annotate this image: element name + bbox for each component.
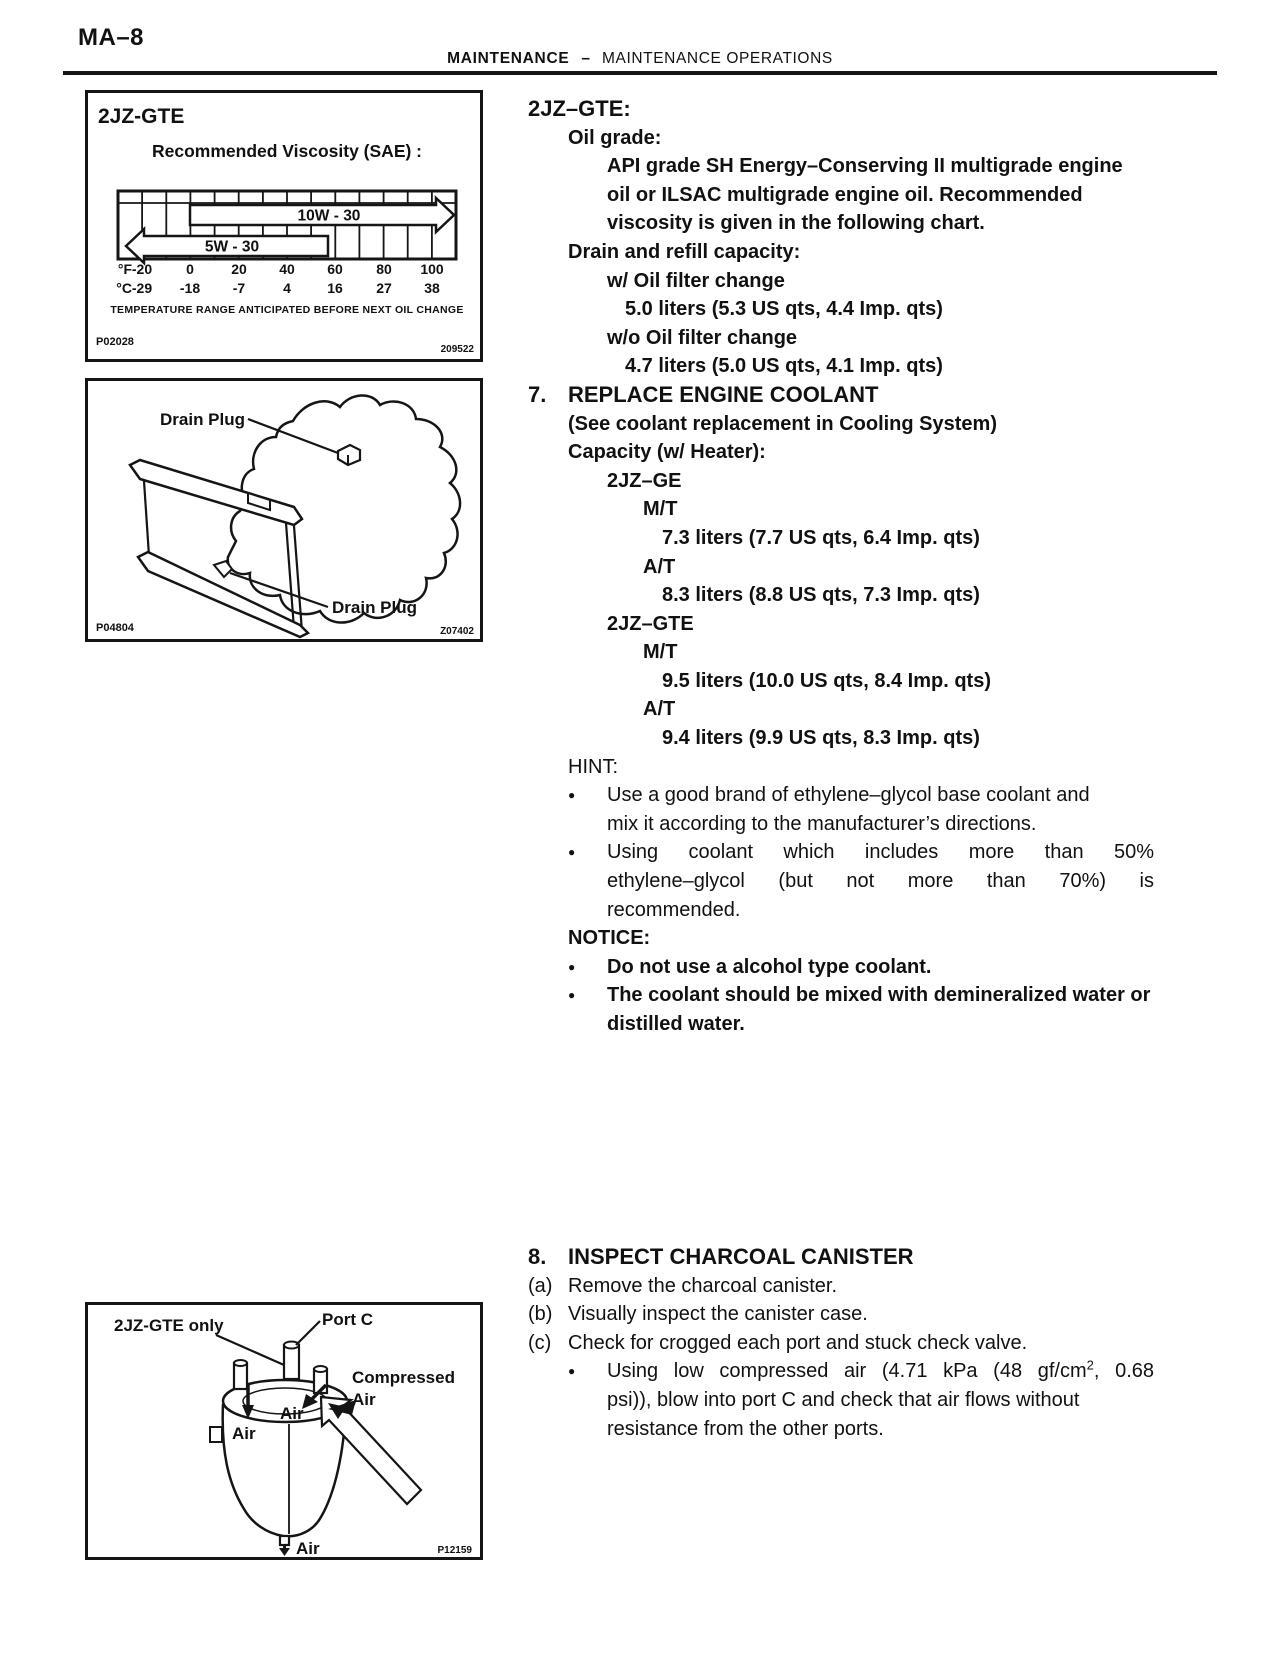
text-line-group [568,238,1154,267]
tick-f: 100 [420,261,444,277]
bullet-item [568,1357,1154,1443]
chart-caption: TEMPERATURE RANGE ANTICIPATED BEFORE NEXT OIL CHANGE [110,304,464,316]
text-line: (See coolant replacement in Cooling System) [568,412,997,435]
figure-code-left: P02028 [96,336,134,348]
figure-code-right: 209522 [440,344,474,355]
unit-f-label: °F [117,261,132,277]
text-line: M/T [643,641,678,664]
item-prefix: 7. [528,381,547,407]
bullet-marker: ● [568,959,576,974]
text-line: A/T [643,555,676,578]
bullet-marker: ● [568,1364,576,1379]
text-line-group [643,553,1154,582]
text-line-group [662,667,1154,696]
text-line-group [568,410,1154,439]
temp-axis-fahrenheit [118,261,444,277]
drain-plug-label-top: Drain Plug [160,410,246,429]
text-line: distilled water. [607,1013,745,1035]
header-dash: – [581,50,591,67]
item-prefix: (b) [528,1303,553,1326]
text-line-group [643,638,1154,667]
tick-c: -7 [232,280,246,296]
text-line: mix it according to the manufacturer’s directions. [607,812,1037,835]
text-line: 5.0 liters (5.3 US qts, 4.4 Imp. qts) [625,298,943,321]
text-line: 2JZ–GTE: [528,96,631,121]
figure-viscosity-chart [85,90,483,362]
list-item [528,381,1154,410]
tick-c: 16 [327,280,343,296]
list-item [528,1329,1154,1358]
tick-f: 40 [279,261,295,277]
text-line: Drain and refill capacity: [568,240,801,263]
text-line-group [625,352,1154,381]
text-line-group [662,581,1154,610]
drain-plug-drawing [88,381,480,639]
tick-c: -18 [179,280,201,296]
figure-engine-label: 2JZ-GTE [98,105,185,128]
text-line: Check for crogged each port and stuck check valve. [568,1331,1028,1354]
air-label-mid: Air [280,1404,304,1423]
text-line: viscosity is given in the following chart. [607,212,985,235]
text-line: w/ Oil filter change [607,269,785,292]
tick-c: 4 [283,280,291,296]
header-rule [63,71,1217,75]
figure-code-right: P12159 [437,1545,472,1556]
text-line-group [568,438,1154,467]
text-line: REPLACE ENGINE COOLANT [568,381,879,407]
text-line: w/o Oil filter change [607,326,798,349]
text-line: 2JZ–GE [607,469,682,492]
text-line: Use a good brand of ethylene–glycol base coolant and [607,784,1090,807]
item-prefix: (a) [528,1274,553,1297]
bullet-item [568,981,1154,1038]
content-column-bottom [528,1243,1154,1443]
charcoal-canister-drawing [88,1305,480,1557]
text-line-group [625,295,1154,324]
text-line: oil or ILSAC multigrade engine oil. Recommended [607,183,1083,206]
text-line: Capacity (w/ Heater): [568,441,766,464]
text-line-group [568,924,1154,953]
text-line: API grade SH Energy–Conserving II multigrade engine [607,155,1123,178]
compressed-air-label-line2: Air [352,1390,376,1409]
list-item [528,1243,1154,1272]
text-line: HINT: [568,755,618,778]
list-item [528,1300,1154,1329]
text-line-group [607,267,1154,296]
temp-axis-celsius [116,280,440,296]
header-subsection-label: MAINTENANCE OPERATIONS [602,50,833,67]
text-line: psi)), blow into port C and check that air flows without [607,1388,1080,1411]
leader-line-port-c [296,1321,320,1345]
tick-c: -29 [131,280,153,296]
list-item [528,1272,1154,1301]
text-line-group [607,467,1154,496]
text-line: 9.4 liters (9.9 US qts, 8.3 Imp. qts) [662,727,980,750]
text-line-group [662,724,1154,753]
tick-c: 38 [424,280,440,296]
leader-line-gte-only [216,1335,284,1365]
figure-charcoal-canister [85,1302,483,1560]
item-prefix: 8. [528,1244,547,1269]
arrow-5w30-label: 5W - 30 [204,238,260,256]
text-line-group [568,753,1154,782]
text-line: Oil grade: [568,126,662,149]
text-line-group [528,95,1154,124]
text-line-group [568,124,1154,153]
tick-c: 27 [376,280,392,296]
text-line: 4.7 liters (5.0 US qts, 4.1 Imp. qts) [625,355,943,378]
unit-c-label: °C [116,280,132,296]
text-line: 9.5 liters (10.0 US qts, 8.4 Imp. qts) [662,669,992,692]
text-line: M/T [643,498,678,521]
text-line-group [607,610,1154,639]
bullet-marker: ● [568,788,576,803]
figure-code-right: Z07402 [440,626,474,637]
text-line-group [607,324,1154,353]
text-line: Using coolant which includes more than 50% [607,841,1154,864]
bullet-marker: ● [568,988,576,1003]
text-line-group [643,695,1154,724]
tick-f: 60 [327,261,343,277]
bullet-item [568,953,1154,982]
bullet-item [568,838,1154,924]
text-line: 7.3 liters (7.7 US qts, 6.4 Imp. qts) [662,526,980,549]
text-line: INSPECT CHARCOAL CANISTER [568,1244,914,1269]
text-line: A/T [643,698,676,721]
viscosity-chart-drawing [88,93,480,359]
text-line: ethylene–glycol (but not more than 70%) is [607,870,1154,893]
figure-code-left: P04804 [96,622,134,634]
text-line-group [662,524,1154,553]
compressed-air-tube [321,1397,421,1504]
arrow-10w30-label: 10W - 30 [297,207,361,225]
compressed-air-label-line1: Compressed [352,1368,455,1387]
drain-plug-label-bottom: Drain Plug [332,598,418,617]
running-header [0,50,1280,68]
text-line: recommended. [607,898,741,921]
text-line: resistance from the other ports. [607,1417,884,1440]
text-line: NOTICE: [568,927,651,950]
text-line: The coolant should be mixed with demineralized water or [607,984,1151,1007]
text-line: Using low compressed air (4.71 kPa (48 $gf/cm^2$, 0.68 [607,1357,1154,1383]
text-line: Do not use a alcohol type coolant. [607,955,932,978]
bullet-marker: ● [568,845,576,860]
air-label-bottom: Air [296,1539,320,1557]
tick-f: -20 [131,261,153,277]
chart-title: Recommended Viscosity (SAE) : [151,141,423,161]
tick-f: 80 [376,261,392,277]
port-c-label: Port C [322,1310,373,1329]
tick-f: 0 [186,261,194,277]
header-section-label: MAINTENANCE [447,50,570,67]
content-column-top [528,95,1154,1039]
text-line: Visually inspect the canister case. [568,1303,868,1326]
text-line: 2JZ–GTE [607,612,694,635]
gte-only-label: 2JZ-GTE only [114,1316,224,1335]
text-line: Remove the charcoal canister. [568,1274,838,1297]
figure-drain-plug [85,378,483,642]
item-prefix: (c) [528,1331,552,1354]
text-line: 8.3 liters (8.8 US qts, 7.3 Imp. qts) [662,584,980,607]
air-label-left: Air [232,1424,256,1443]
tick-f: 20 [231,261,247,277]
page-number: MA–8 [78,24,145,51]
bullet-item [568,781,1154,838]
text-line-group [643,495,1154,524]
text-line-group [607,152,1154,238]
